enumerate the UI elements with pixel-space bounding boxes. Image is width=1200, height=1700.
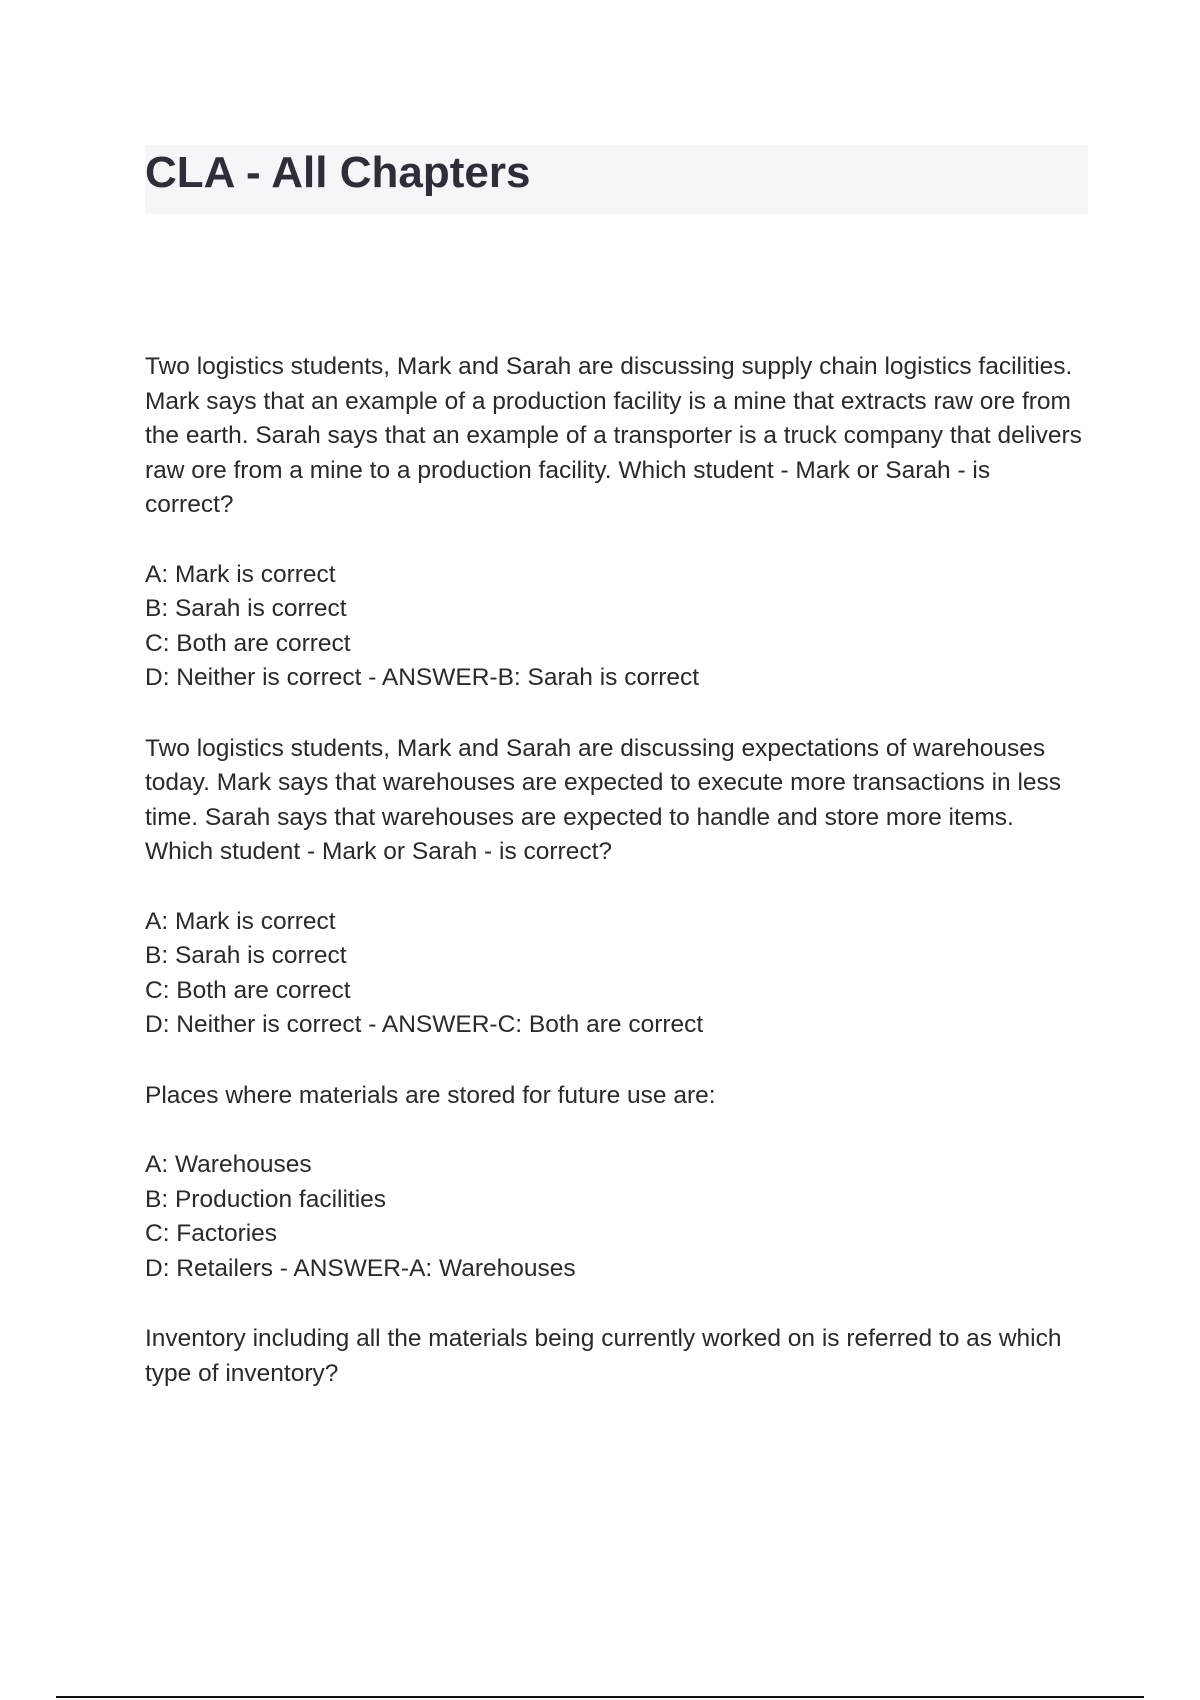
question-text: Two logistics students, Mark and Sarah are discussing expectations of warehouses today. Mark says that warehouses are expected to execute more transactions in less time. Sarah says that warehouses are expected to handle and store more items. Which student - Mark or Sarah - is correct? (145, 734, 1062, 865)
footer-divider (56, 1696, 1144, 1698)
answer-option: C: Factories (145, 1220, 278, 1247)
answer-option: B: Sarah is correct (145, 942, 347, 969)
answer-option: A: Warehouses (145, 1151, 312, 1178)
answer-option-with-answer: D: Retailers - ANSWER-A: Warehouses (145, 1254, 576, 1282)
question-text: Two logistics students, Mark and Sarah are discussing supply chain logistics facilities. Mark says that an example of a production facility is a mine that extracts raw ore from the earth. Sarah says that an example of a transporter is a truck company that delivers raw ore from a mine to a production facility. Which student - Mark or Sarah - is correct? (145, 353, 1082, 518)
answer-option: C: Both are correct (145, 629, 351, 657)
answer-option: B: Production facilities (145, 1185, 387, 1213)
question-text: Places where materials are stored for future use are: (145, 1081, 716, 1109)
answer-option: A: Mark is correct (145, 907, 336, 935)
answer-option: B: Sarah is correct (145, 595, 347, 622)
answer-option: C: Both are correct (145, 976, 351, 1004)
question-block (145, 1322, 1085, 1391)
question-block (145, 1079, 1085, 1287)
answer-option: A: Mark is correct (145, 560, 336, 588)
answer-option-with-answer: D: Neither is correct - ANSWER-C: Both are correct (145, 1011, 704, 1038)
question-list (145, 350, 1085, 1427)
question-block (145, 350, 1085, 696)
page-title: CLA - All Chapters (145, 148, 531, 197)
title-banner (145, 145, 1088, 214)
question-text: Inventory including all the materials being currently worked on is referred to as which type of inventory? (145, 1325, 1062, 1387)
question-block (145, 732, 1085, 1043)
answer-option-with-answer: D: Neither is correct - ANSWER-B: Sarah is correct (145, 664, 700, 691)
